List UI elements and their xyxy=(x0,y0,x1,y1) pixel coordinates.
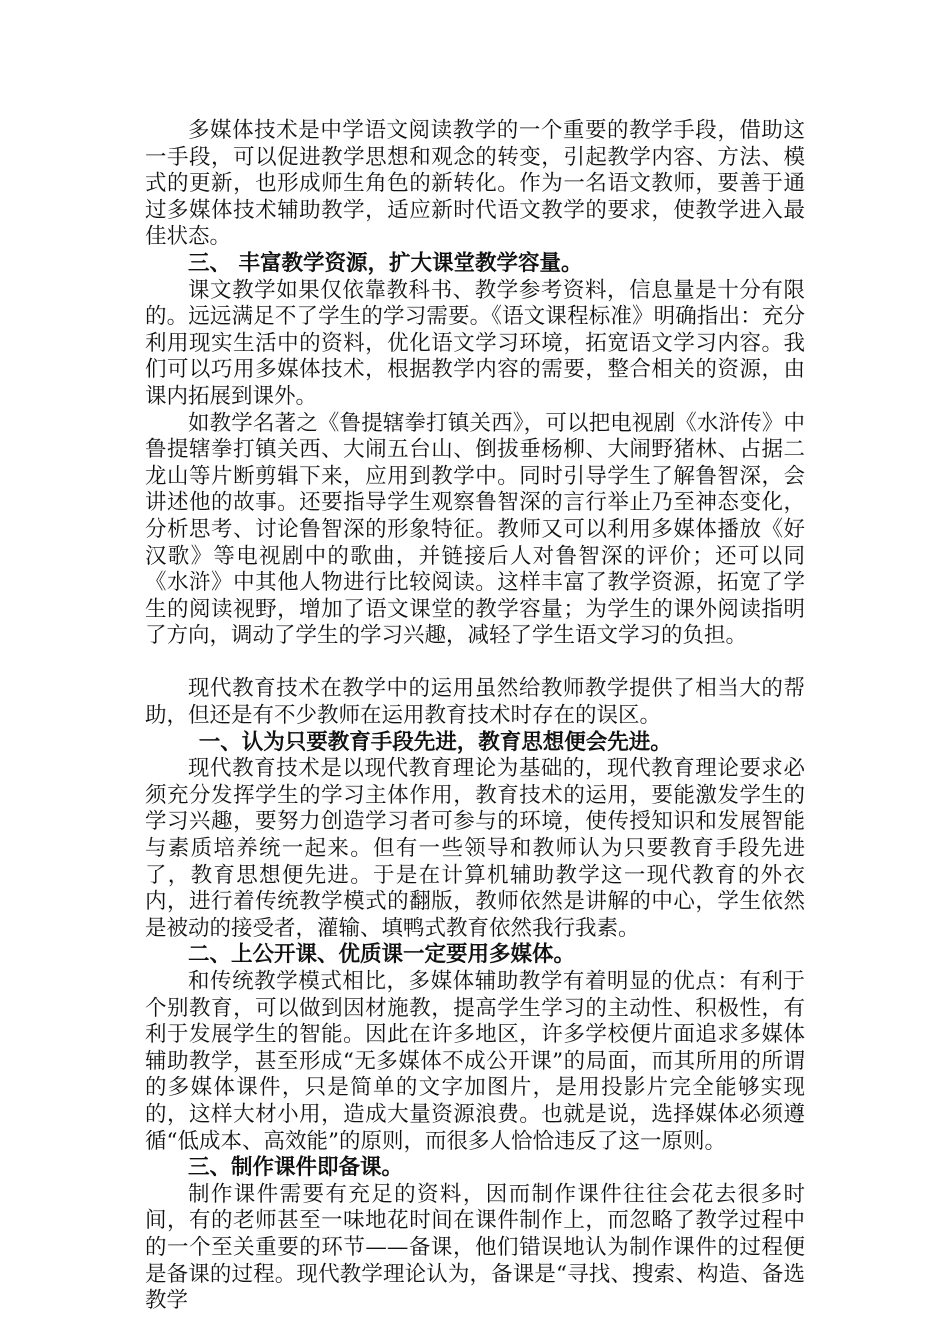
paragraph-multimedia-intro: 多媒体技术是中学语文阅读教学的一个重要的教学手段，借助这一手段，可以促进教学思想和观念的转变，引起教学内容、方法、模式的更新，也形成师生角色的新转化。作为一名语文教师，要善于通过多媒体技术辅助教学，适应新时代语文教学的要求，使教学进入最佳状态。 xyxy=(145,118,805,250)
paragraph-misconception-three: 制作课件需要有充足的资料，因而制作课件往往会花去很多时间，有的老师甚至一味地花时间在课件制作上，而忽略了教学过程中的一个至关重要的环节——备课，他们错误地认为制作课件的过程便是备课的过程。现代教学理论认为，备课是“寻找、搜索、构造、备选教学 xyxy=(145,1181,805,1314)
paragraph-misconceptions-intro: 现代教育技术在教学中的运用虽然给教师教学提供了相当大的帮助，但还是有不少教师在运用教育技术时存在的误区。 xyxy=(145,676,805,729)
paragraph-misconception-two: 和传统教学模式相比，多媒体辅助教学有着明显的优点：有利于个别教育，可以做到因材施教，提高学生学习的主动性、积极性，有利于发展学生的智能。因此在许多地区，许多学校便片面追求多媒体辅助教学，甚至形成“无多媒体不成公开课”的局面，而其所用的所谓的多媒体课件，只是简单的文字加图片，是用投影片完全能够实现的，这样大材小用，造成大量资源浪费。也就是说，选择媒体必须遵循“低成本、高效能”的原则，而很多人恰恰违反了这一原则。 xyxy=(145,969,805,1154)
section-gap xyxy=(145,650,805,677)
heading-misconception-one: 一、认为只要教育手段先进，教育思想便会先进。 xyxy=(198,729,672,755)
heading-misconception-two: 二、上公开课、优质课一定要用多媒体。 xyxy=(188,942,576,968)
heading-misconception-three: 三、制作课件即备课。 xyxy=(188,1155,404,1181)
heading-enrich-resources: 三、 丰富教学资源，扩大课堂教学容量。 xyxy=(188,250,583,276)
paragraph-textbook-limits: 课文教学如果仅依靠教科书、教学参考资料，信息量是十分有限的。远远满足不了学生的学习需要。《语文课程标准》明确指出：充分利用现实生活中的资料，优化语文学习环境，拓宽语文学习内容。我们可以巧用多媒体技术，根据教学内容的需要，整合相关的资源，由课内拓展到课外。 xyxy=(145,277,805,409)
paragraph-lu-zhishen-example: 如教学名著之《鲁提辖拳打镇关西》，可以把电视剧《水浒传》中鲁提辖拳打镇关西、大闹五台山、倒拔垂杨柳、大闹野猪林、占据二龙山等片断剪辑下来，应用到教学中。同时引导学生了解鲁智深，会讲述他的故事。还要指导学生观察鲁智深的言行举止乃至神态变化，分析思考、讨论鲁智深的形象特征。教师又可以利用多媒体播放《好汉歌》等电视剧中的歌曲，并链接后人对鲁智深的评价；还可以同《水浒》中其他人物进行比较阅读。这样丰富了教学资源，拓宽了学生的阅读视野，增加了语文课堂的教学容量；为学生的课外阅读指明了方向，调动了学生的学习兴趣，减轻了学生语文学习的负担。 xyxy=(145,410,805,649)
document-page xyxy=(145,118,805,1315)
paragraph-misconception-one: 现代教育技术是以现代教育理论为基础的，现代教育理论要求必须充分发挥学生的学习主体作用，教育技术的运用，要能激发学生的学习兴趣，要努力创造学习者可参与的环境，使传授知识和发展智能与素质培养统一起来。但有一些领导和教师认为只要教育手段先进了，教育思想便先进。于是在计算机辅助教学这一现代教育的外衣内，进行着传统教学模式的翻版，教师依然是讲解的中心，学生依然是被动的接受者，灌输、填鸭式教育依然我行我素。 xyxy=(145,756,805,941)
